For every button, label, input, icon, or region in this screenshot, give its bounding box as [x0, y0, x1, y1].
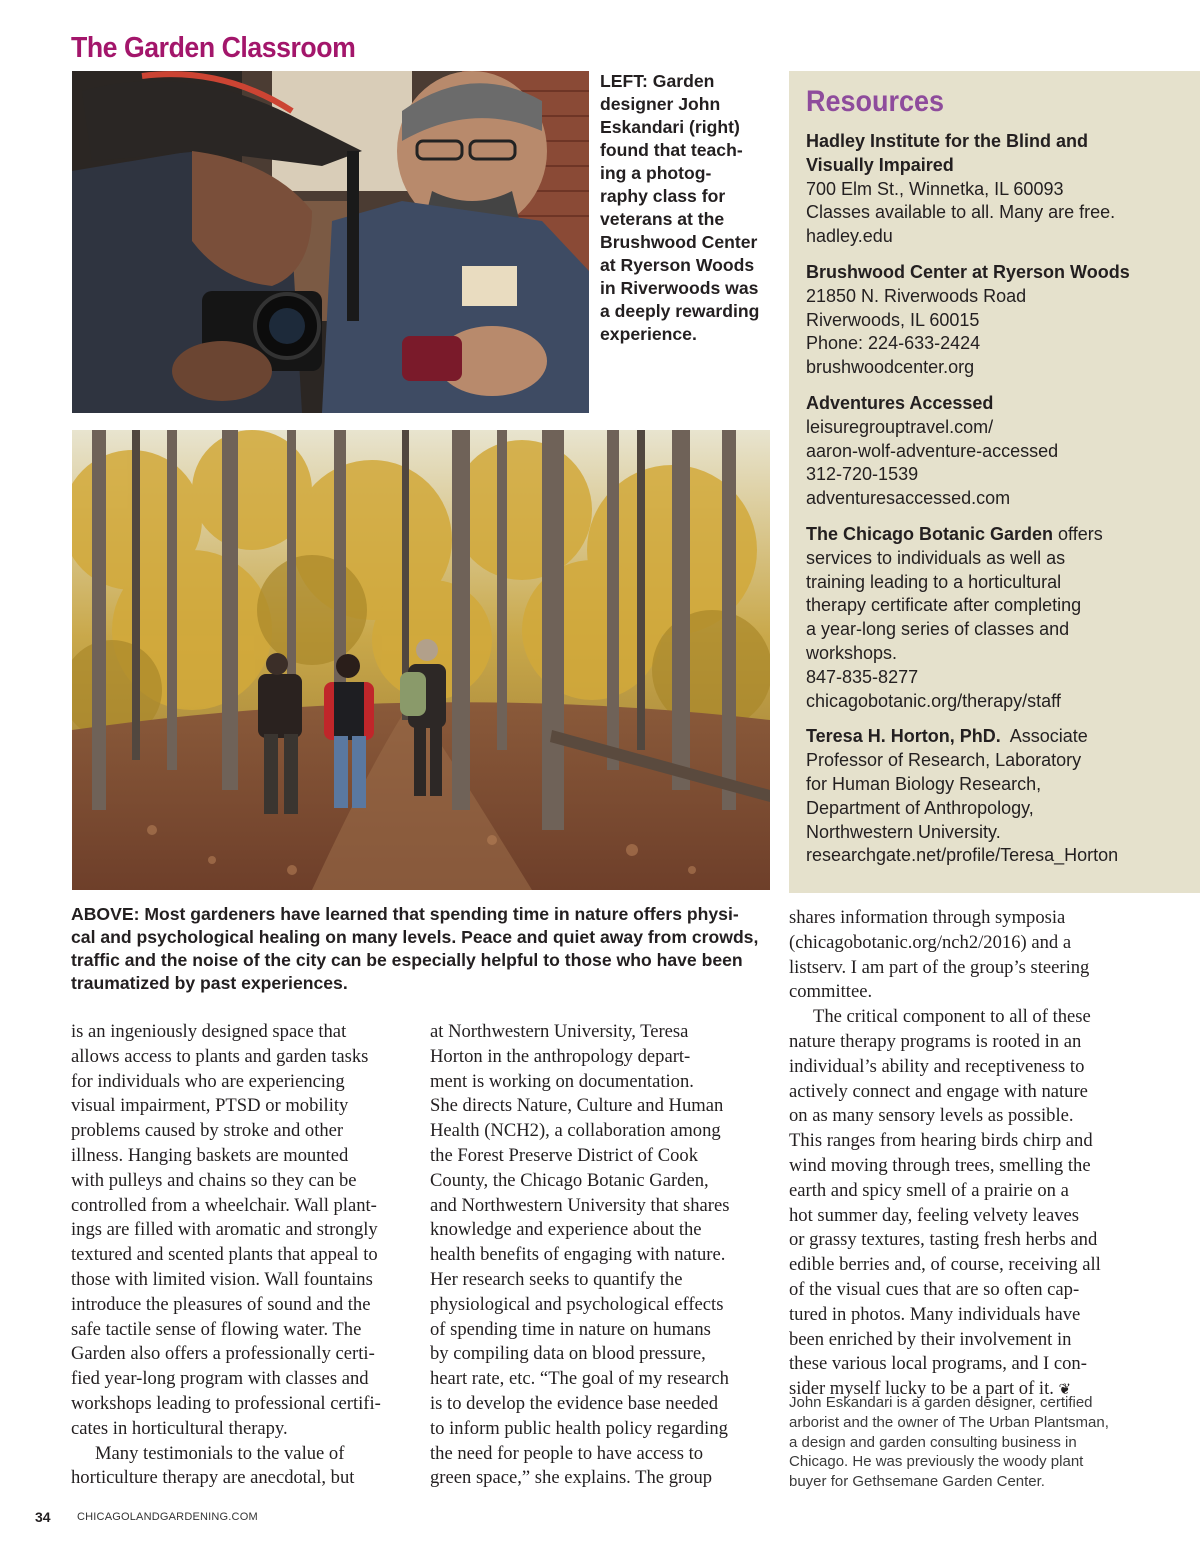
body-line: Garden also offers a professionally certi- — [71, 1343, 375, 1365]
resource-detail: Department of Anthropology, — [806, 797, 1034, 818]
resource-line — [806, 356, 1196, 380]
resource-detail: 21850 N. Riverwoods Road — [806, 285, 1027, 306]
body-line: heart rate, etc. “The goal of my research — [430, 1368, 729, 1390]
resource-detail: offers — [1053, 523, 1103, 544]
resource-line — [806, 618, 1196, 642]
resource-entry — [806, 523, 1196, 713]
body-line: Her research seeks to quantify the — [430, 1268, 683, 1290]
body-line: of the visual cues that are so often cap- — [789, 1278, 1080, 1300]
resource-detail: chicagobotanic.org/therapy/staff — [806, 690, 1061, 711]
resource-entry — [806, 261, 1196, 380]
caption-line: traffic and the noise of the city can be especially helpful to those who have been — [71, 950, 743, 970]
above-photo-caption — [71, 903, 781, 995]
body-line: individual’s ability and receptiveness to — [789, 1055, 1085, 1077]
resource-detail: Classes available to all. Many are free. — [806, 202, 1116, 223]
caption-line: raphy class for — [600, 186, 726, 206]
resource-line — [806, 487, 1196, 511]
bio-line: buyer for Gethsemane Garden Center. — [789, 1473, 1045, 1491]
body-column-1 — [71, 1020, 416, 1491]
body-line: actively connect and engage with nature — [789, 1080, 1088, 1102]
resource-detail: aaron-wolf-adventure-accessed — [806, 440, 1059, 461]
body-line: health benefits of engaging with nature. — [430, 1244, 726, 1266]
body-line: illness. Hanging baskets are mounted — [71, 1144, 349, 1166]
resource-name: Teresa H. Horton, PhD. — [806, 726, 1001, 747]
body-line: or grassy textures, tasting fresh herbs and — [789, 1229, 1098, 1251]
resource-detail: Riverwoods, IL 60015 — [806, 309, 980, 330]
resource-line — [806, 594, 1196, 618]
resource-detail: leisuregrouptravel.com/ — [806, 416, 994, 437]
resource-line — [806, 261, 1196, 285]
resource-line — [806, 463, 1196, 487]
body-line: safe tactile sense of flowing water. The — [71, 1318, 362, 1340]
body-line: Many testimonials to the value of — [95, 1442, 345, 1464]
caption-line: cal and psychological healing on many levels. Peace and quiet away from crowds, — [71, 927, 759, 947]
bio-line: arborist and the owner of The Urban Plantsman, — [789, 1413, 1109, 1431]
resource-detail: a year-long series of classes and — [806, 619, 1070, 640]
section-title: The Garden Classroom — [71, 32, 356, 64]
caption-line: veterans at the — [600, 209, 725, 229]
resource-line — [806, 844, 1196, 868]
caption-line: ing a photog- — [600, 163, 712, 183]
body-line: Health (NCH2), a collaboration among — [430, 1120, 721, 1142]
body-line: been enriched by their involvement in — [789, 1328, 1072, 1350]
resource-detail: training leading to a horticultural — [806, 571, 1062, 592]
body-line: the Forest Preserve District of Cook — [430, 1144, 699, 1166]
resource-line — [806, 523, 1196, 547]
caption-line: designer John — [600, 94, 721, 114]
body-line: controlled from a wheelchair. Wall plant- — [71, 1194, 377, 1216]
resource-entry — [806, 725, 1196, 868]
body-line: allows access to plants and garden tasks — [71, 1045, 369, 1067]
body-line: committee. — [789, 981, 873, 1003]
body-line: for individuals who are experiencing — [71, 1070, 345, 1092]
resource-name: The Chicago Botanic Garden — [806, 523, 1054, 544]
body-line: workshops leading to professional certifi- — [71, 1392, 381, 1414]
caption-line: traumatized by past experiences. — [71, 973, 348, 993]
body-line: visual impairment, PTSD or mobility — [71, 1095, 349, 1117]
body-line: ings are filled with aromatic and strongly — [71, 1219, 378, 1241]
body-line: introduce the pleasures of sound and the — [71, 1293, 371, 1315]
caption-line: found that teach- — [600, 140, 743, 160]
resource-detail: for Human Biology Research, — [806, 773, 1042, 794]
resource-detail: therapy certificate after completing — [806, 595, 1082, 616]
resource-line — [806, 392, 1196, 416]
bio-line: a design and garden consulting business in — [789, 1433, 1077, 1451]
resource-line — [806, 642, 1196, 666]
body-line-text: sider myself lucky to be a part of it. — [789, 1378, 1054, 1400]
body-line: horticulture therapy are anecdotal, but — [71, 1467, 355, 1489]
resource-detail: researchgate.net/profile/Teresa_Horton — [806, 845, 1119, 866]
body-line: earth and spicy smell of a prairie on a — [789, 1179, 1069, 1201]
author-bio — [789, 1393, 1139, 1492]
body-line: and Northwestern University that shares — [430, 1194, 730, 1216]
body-line: cates in horticultural therapy. — [71, 1417, 288, 1439]
resource-line — [806, 773, 1196, 797]
resource-detail: hadley.edu — [806, 226, 893, 247]
resource-name: Hadley Institute for the Blind and — [806, 131, 1089, 151]
resources-title: Resources — [806, 85, 945, 118]
body-line: physiological and psychological effects — [430, 1293, 724, 1315]
body-line: ment is working on documentation. — [430, 1070, 694, 1092]
body-line: to inform public health policy regarding — [430, 1417, 728, 1439]
bio-line: Chicago. He was previously the woody plant — [789, 1453, 1084, 1471]
forest-photo-illustration — [72, 430, 770, 890]
body-line: is an ingeniously designed space that — [71, 1021, 347, 1042]
body-line: green space,” she explains. The group — [430, 1467, 713, 1489]
caption-line: in Riverwoods was — [600, 278, 759, 298]
caption-line: experience. — [600, 324, 697, 344]
body-line: nature therapy programs is rooted in an — [789, 1030, 1082, 1052]
resource-name: Brushwood Center at Ryerson Woods — [806, 261, 1130, 282]
resource-name: Visually Impaired — [806, 154, 954, 175]
body-column-2 — [430, 1020, 775, 1491]
resource-line — [806, 725, 1196, 749]
leaf-end-icon: ❦ — [1058, 1382, 1072, 1399]
resource-line — [806, 416, 1196, 440]
body-line: fied year-long program with classes and — [71, 1368, 369, 1390]
resource-name: Adventures Accessed — [806, 392, 994, 413]
body-line: tured in photos. Many individuals have — [789, 1303, 1081, 1325]
left-photo-caption — [600, 70, 780, 346]
resource-line — [806, 154, 1196, 178]
resource-detail: 700 Elm St., Winnetka, IL 60093 — [806, 178, 1064, 199]
resource-line — [806, 285, 1196, 309]
resource-detail: 847-835-8277 — [806, 666, 919, 687]
body-line: by compiling data on blood pressure, — [430, 1343, 706, 1365]
footer-site: CHICAGOLANDGARDENING.COM — [77, 1511, 258, 1523]
resource-detail: brushwoodcenter.org — [806, 357, 975, 378]
resources-list — [806, 130, 1196, 880]
resource-line — [806, 749, 1196, 773]
caption-line: ABOVE: Most gardeners have learned that spending time in nature offers physi- — [71, 904, 739, 924]
caption-line: LEFT: Garden — [600, 71, 715, 91]
resource-detail: Professor of Research, Laboratory — [806, 750, 1082, 771]
resource-line — [806, 225, 1196, 249]
resource-entry — [806, 130, 1196, 249]
resource-entry — [806, 392, 1196, 511]
camera-photo-illustration — [72, 71, 589, 413]
resource-detail: Associate — [1000, 726, 1088, 747]
resource-line — [806, 178, 1196, 202]
body-line: with pulleys and chains so they can be — [71, 1169, 357, 1191]
caption-line: a deeply rewarding — [600, 301, 760, 321]
body-line: She directs Nature, Culture and Human — [430, 1095, 724, 1117]
resource-line — [806, 332, 1196, 356]
resource-line — [806, 666, 1196, 690]
resource-detail: 312-720-1539 — [806, 464, 919, 485]
body-line: knowledge and experience about the — [430, 1219, 702, 1241]
page-number: 34 — [35, 1509, 51, 1525]
resource-detail: Northwestern University. — [806, 821, 1001, 842]
resource-line — [806, 309, 1196, 333]
body-line: edible berries and, of course, receiving all — [789, 1254, 1101, 1276]
body-line: Horton in the anthropology depart- — [430, 1045, 691, 1067]
resource-line — [806, 130, 1196, 154]
resource-line — [806, 201, 1196, 225]
body-line: problems caused by stroke and other — [71, 1120, 344, 1142]
body-line: The critical component to all of these — [813, 1006, 1091, 1028]
resource-detail: Phone: 224-633-2424 — [806, 333, 981, 354]
resource-detail: adventuresaccessed.com — [806, 488, 1011, 509]
body-line: of spending time in nature on humans — [430, 1318, 711, 1340]
resource-detail: workshops. — [806, 642, 898, 663]
body-line: at Northwestern University, Teresa — [430, 1021, 689, 1042]
body-line: those with limited vision. Wall fountains — [71, 1268, 373, 1290]
resource-line — [806, 797, 1196, 821]
caption-line: Eskandari (right) — [600, 117, 740, 137]
body-line: these various local programs, and I con- — [789, 1353, 1087, 1375]
body-line: (chicagobotanic.org/nch2/2016) and a — [789, 931, 1072, 953]
resource-line — [806, 571, 1196, 595]
forest-photo — [72, 430, 770, 890]
body-line: hot summer day, feeling velvety leaves — [789, 1204, 1080, 1226]
resource-line — [806, 547, 1196, 571]
body-line: County, the Chicago Botanic Garden, — [430, 1169, 709, 1191]
resource-line — [806, 690, 1196, 714]
resource-detail: services to individuals as well as — [806, 547, 1066, 568]
bio-line: John Eskandari is a garden designer, certified — [789, 1394, 1093, 1411]
body-line: This ranges from hearing birds chirp and — [789, 1130, 1093, 1152]
top-photo — [72, 71, 589, 413]
body-line: wind moving through trees, smelling the — [789, 1154, 1091, 1176]
body-column-3 — [789, 906, 1149, 1403]
caption-line: at Ryerson Woods — [600, 255, 755, 275]
body-line: textured and scented plants that appeal to — [71, 1244, 378, 1266]
body-line: the need for people to have access to — [430, 1442, 704, 1464]
body-line: is to develop the evidence base needed — [430, 1392, 719, 1414]
caption-line: Brushwood Center — [600, 232, 758, 252]
resource-line — [806, 821, 1196, 845]
resource-line — [806, 440, 1196, 464]
body-line: shares information through symposia — [789, 907, 1066, 928]
body-line: on as many sensory levels as possible. — [789, 1105, 1074, 1127]
body-line: listserv. I am part of the group’s steering — [789, 956, 1090, 978]
